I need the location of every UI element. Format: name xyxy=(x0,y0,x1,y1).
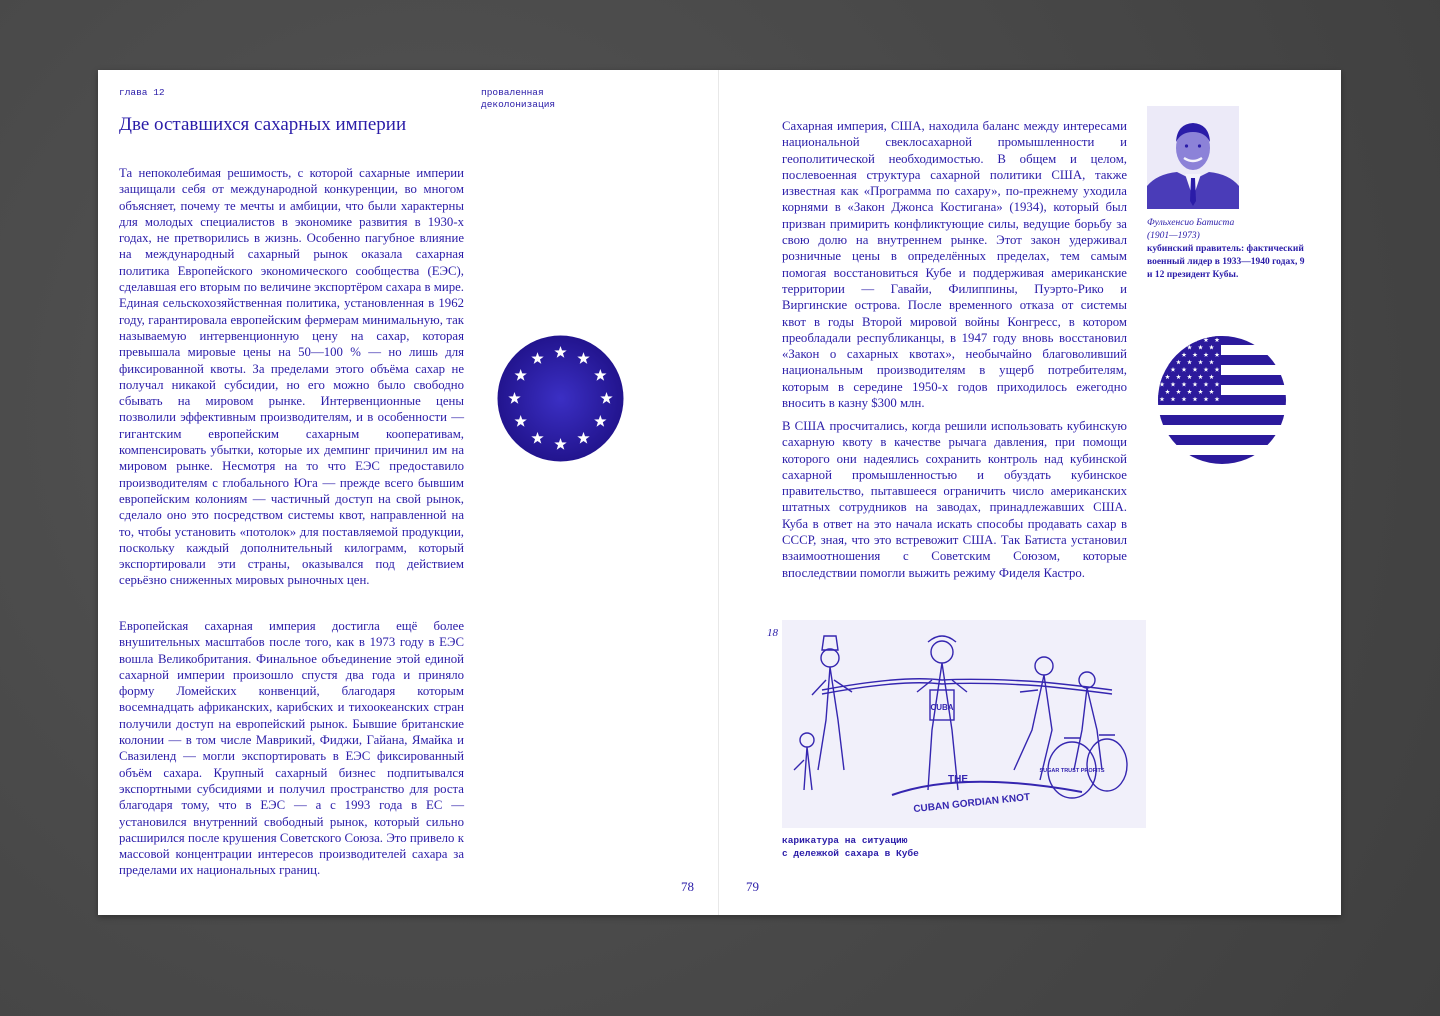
portrait-caption xyxy=(1147,217,1307,282)
us-star-icon xyxy=(1176,345,1181,350)
eu-flag-icon xyxy=(497,335,624,462)
portrait-name: Фульхенсио Батиста xyxy=(1147,218,1235,228)
chapter-label: глава 12 xyxy=(119,87,165,98)
us-stripe xyxy=(1157,435,1287,445)
portrait-description: кубинский правитель: фактический военный лидер в 1933—1940 годах, 9 и 12 президент Кубы. xyxy=(1147,244,1305,280)
running-head: проваленная деколонизация xyxy=(481,87,556,110)
cartoon-text-knot: CUBAN GORDIAN KNOT xyxy=(912,791,1031,816)
us-stripe xyxy=(1157,455,1287,465)
book-spread xyxy=(98,70,1341,915)
left-paragraph-1: Та непоколебимая решимость, с которой сахарные империи защищали себя от международной конкуренции, во многом объясняет, почему те мечты и амбиции, что были характерны для молодых специалистов в экономике развития в 1930-х годах, не претворились в жизнь. Особенно пагубное влияние на международный сахарный рынок оказала сахарная политика Европейского экономического сообщества (ЕЭС), сделавшая его вторым по величине экспортёром сахара в мире. Единая сельскохозяйственная политика, установленная в 1962 году, гарантировала европейским фермерам минимальную, так называемую интервенционную цену на сахар, которая превышала мировые цены на 50—100 % — но лишь для фиксированной квоты. За пределами этого объёма сахар не получал никакой субсидии, но его можно было свободно сбывать на мировом рынке. Интервенционные цены позволили эффективным производителям, и в особенности — гигантским европейским сахарным кооперативам, компенсировать убытки, которые их демпинг причинил им на мировом рынке. Несмотря на то что ЕЭС предоставило производителям с глобального Юга — прежде всего бывшим европейским колониям — частичный доступ на свой рынок, сделало оно это посредством системы квот, направленной на то, чтобы установить «потолок» для поставляемой продукции, поскольку каждый дополнительный килограмм, который экспортировали эти страны, оказывался под действием серьёзно сниженных мировых рыночных цен. xyxy=(119,166,464,588)
cartoon-text-the: THE xyxy=(948,774,968,785)
figure-number: 18 xyxy=(767,627,778,639)
cartoon-caption-line-1: карикатура на ситуацию xyxy=(782,835,908,846)
cartoon-caption-line-2: с дележкой сахара в Кубе xyxy=(782,848,919,859)
us-star-icon xyxy=(1165,345,1170,350)
us-stripe xyxy=(1157,335,1287,345)
us-star-icon xyxy=(1160,337,1165,342)
cartoon-label-cuba: CUBA xyxy=(930,703,954,712)
us-star-icon xyxy=(1160,367,1165,372)
us-stripe xyxy=(1157,415,1287,425)
right-paragraph-1: Сахарная империя, США, находила баланс между интересами национальной свеклосахарной промышленности и геополитической необходимостью. В общем и целом, послевоенная структура сахарной политики США, также известная как «Программа по сахару», по-прежнему уходила корнями в «Закон Джонса Костигана» (1934), который был призван примирить конфликтующие силы, ведущие борьбу за свою долю на внутреннем рынке. Этот закон удерживал розничные цены в определённых пределах, тем самым помогая восстановиться Кубе и поддерживая американские территории — Гавайи, Филиппины, Пуэрто-Рико и Виргинские острова. После временного отказа от системы квот в годы Второй мировой войны Конгресс, в котором преобладали республиканцы, в 1947 году вновь восстановил «Закон о сахарных квотах», необычайно благоволивший национальным производителям в ущерб потребителям, которым в середине 1950-х годов приходилось ежегодно вносить в казну $300 млн. xyxy=(782,119,1127,411)
left-paragraph-2: Европейская сахарная империя достигла ещё более внушительных масштабов после того, как в 1973 году в ЕЭС вошла Великобритания. Финальное объединение этой единой сахарной империи произошло спустя два года и приняло форму Ломейских конвенций, благодаря которым восемнадцать африканских, карибских и тихоокеанских стран получили доступ на европейский рынок. Бывшие британские колонии — в том числе Маврикий, Фиджи, Гайана, Ямайка и Свазиленд — могли экспортировать в ЕЭС фиксированный объём сахара. Крупный сахарный бизнес подпитывался экспортными субсидиями и получил пространство для роста благодаря тому, что в ЕЭС — а с 1993 года в ЕС — установился внутренний свободный рынок, который сильно расширился после крушения Советского Союза. Это привело к массовой концентрации интересов производителей сахара за пределами их национальных границ. xyxy=(119,619,464,878)
cartoon-illustration xyxy=(782,620,1146,828)
us-star-icon xyxy=(1165,360,1170,365)
us-star-icon xyxy=(1182,337,1187,342)
page-fold xyxy=(718,70,719,915)
right-paragraph-2: В США просчитались, когда решили использовать кубинскую сахарную квоту в качестве рычага давления, при помощи которого они надеялись сохранить контроль над кубинской сахарной промышленностью и обуздать кубинское правительство, пытавшееся ограничить число американских штатных сотрудников на заводах, принадлежавших США. Куба в ответ на это начала искать способы продавать сахар в СССР, зная, что это встревожит США. Так Батиста установил взаимоотношения с Советским Союзом, которые впоследствии помогли выжить режиму Фиделя Кастро. xyxy=(782,419,1127,580)
us-star-icon xyxy=(1160,352,1165,357)
us-star-icon xyxy=(1171,352,1176,357)
us-star-icon xyxy=(1171,337,1176,342)
us-flag-icon xyxy=(1157,335,1287,465)
cartoon-caption xyxy=(782,834,982,860)
batista-portrait xyxy=(1147,106,1239,209)
cartoon-label-bags: SUGAR TRUST PROFITS xyxy=(1039,768,1105,774)
portrait-years: (1901—1973) xyxy=(1147,231,1200,241)
page-title: Две оставшихся сахарных империи xyxy=(119,114,407,135)
page-number-right: 79 xyxy=(746,879,759,894)
page-number-left: 78 xyxy=(681,879,694,894)
